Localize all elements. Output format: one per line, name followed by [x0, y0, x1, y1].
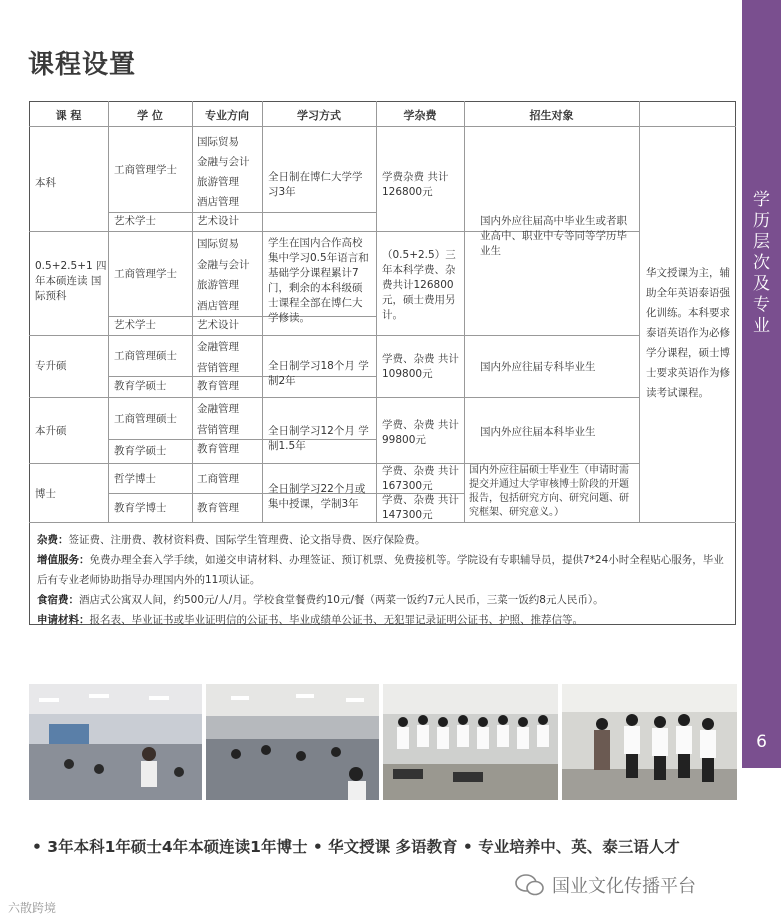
- side-label: 学 历 层 次 及 专 业: [753, 190, 770, 336]
- majors-yl: 国际贸易 金融与会计 旅游管理 酒店管理: [197, 238, 250, 312]
- note-materials: 申请材料：报名表、毕业证书或毕业证明信的公证书、毕业成绩单公证书、无犯罪记录证明公证书、护照、推荐信等。: [37, 614, 583, 626]
- page-title: 课程设置: [28, 50, 137, 80]
- degree-bs-2: 教育学博士: [114, 502, 167, 514]
- photo-strip: [29, 684, 737, 800]
- language-note: 华文授课为主，辅助全年英语泰语强化训练。本科要求泰语英语作为必修学分课程，硕士博士要求英语作为修读考试课程。: [646, 267, 730, 399]
- major-yl-2: 艺术设计: [197, 319, 239, 331]
- fee-yl: （0.5+2.5）三年本科学费、杂费共计126800元，硕士费用另计。: [382, 249, 456, 321]
- target-bs: 国内外应往届硕士毕业生（申请时需提交并通过大学审核博士阶段的开题报告，包括研究方向、研究问题、研究框架、研究意义。）: [469, 465, 629, 518]
- mode-yl: 学生在国内合作高校集中学习0.5年语言和基础学分课程累计7门，剩余的本科级硕士课程全部在博仁大学修读。: [268, 237, 369, 324]
- degree-bs-1: 哲学博士: [114, 473, 156, 485]
- target-zss: 国内外应往届专科毕业生: [480, 361, 596, 373]
- wechat-icon: [515, 874, 545, 896]
- program-yl: 0.5+2.5+1 四年本硕连读 国际预科: [35, 260, 107, 302]
- major-bs-1: 工商管理: [197, 473, 239, 485]
- header-major: 专业方向: [205, 109, 249, 122]
- degree-yl-1: 工商管理学士: [114, 268, 177, 280]
- degree-bss-2: 教育学硕士: [114, 445, 167, 457]
- mode-zss: 全日制学习18个月 学制2年: [268, 360, 369, 387]
- degree-bk-1: 工商管理学士: [114, 164, 177, 176]
- program-bss: 本升硕: [35, 425, 67, 437]
- major-bss-2: 教育管理: [197, 443, 239, 455]
- majors-bk: 国际贸易 金融与会计 旅游管理 酒店管理: [197, 136, 250, 208]
- classroom-photo-3: [383, 684, 558, 800]
- note-misc: 杂费：签证费、注册费、教材资料费、国际学生管理费、论文指导费、医疗保险费。: [37, 534, 426, 546]
- target-bss: 国内外应往届本科毕业生: [480, 426, 596, 438]
- program-bk: 本科: [35, 177, 56, 189]
- footer-watermark: 国业文化传播平台: [552, 876, 696, 897]
- degree-zss-1: 工商管理硕士: [114, 350, 177, 362]
- notes: [37, 530, 732, 630]
- mode-bs: 全日制学习22个月或集中授课，学制3年: [268, 483, 366, 510]
- major-bs-2: 教育管理: [197, 502, 239, 514]
- major-bk-2: 艺术设计: [197, 215, 239, 227]
- note-service: 增值服务：免费办理全套入学手续，如递交申请材料、办理签证、预订机票、免费接机等。学院设有专职辅导员，提供7*24小时全程贴心服务，毕业后有专业老师协助指导办理国内外的11项认证。: [37, 554, 724, 586]
- degree-bss-1: 工商管理硕士: [114, 413, 177, 425]
- major-zss-2: 教育管理: [197, 380, 239, 392]
- footer-logo-text: 六散跨境: [8, 901, 57, 915]
- degree-bk-2: 艺术学士: [114, 215, 156, 227]
- header-fee: 学杂费: [403, 109, 437, 122]
- program-bs: 博士: [35, 488, 56, 500]
- fee-zss: 学费、杂费 共计109800元: [382, 353, 459, 380]
- highlight-banner: • 3年本科1年硕士4年本硕连读1年博士 • 华文授课 多语教育 • 专业培养中、英、泰三语人才: [32, 838, 680, 856]
- majors-zss: 金融管理 营销管理: [197, 341, 239, 374]
- program-zss: 专升硕: [35, 360, 67, 372]
- side-bar: [742, 0, 781, 768]
- degree-yl-2: 艺术学士: [114, 319, 156, 331]
- fee-bk: 学费杂费 共计126800元: [382, 171, 449, 198]
- header-mode: 学习方式: [297, 109, 341, 122]
- header-degree: 学 位: [137, 109, 163, 122]
- header-target: 招生对象: [529, 109, 574, 122]
- classroom-photo-1: [29, 684, 202, 800]
- mode-bk: 全日制在博仁大学学习3年: [268, 171, 363, 198]
- classroom-photo-2: [206, 684, 379, 800]
- mode-bss: 全日制学习12个月 学制1.5年: [268, 425, 369, 452]
- page-number: 6: [756, 732, 767, 752]
- fee-bs-1: 学费、杂费 共计167300元: [382, 465, 459, 492]
- classroom-photo-4: [562, 684, 737, 800]
- note-lodging: 食宿费：酒店式公寓双人间，约500元/人/月。学校食堂餐费约10元/餐（两菜一饭约7元人民币，三菜一饭约8元人民币）。: [37, 594, 604, 606]
- degree-zss-2: 教育学硕士: [114, 380, 167, 392]
- target-bk: 国内外应往届高中毕业生或者职业高中、职业中专等同等学历毕业生: [480, 215, 627, 257]
- header-program: 课 程: [55, 109, 82, 122]
- majors-bss: 金融管理 营销管理: [197, 403, 239, 436]
- fee-bs-2: 学费、杂费 共计147300元: [382, 494, 459, 521]
- fee-bss: 学费、杂费 共计99800元: [382, 419, 459, 446]
